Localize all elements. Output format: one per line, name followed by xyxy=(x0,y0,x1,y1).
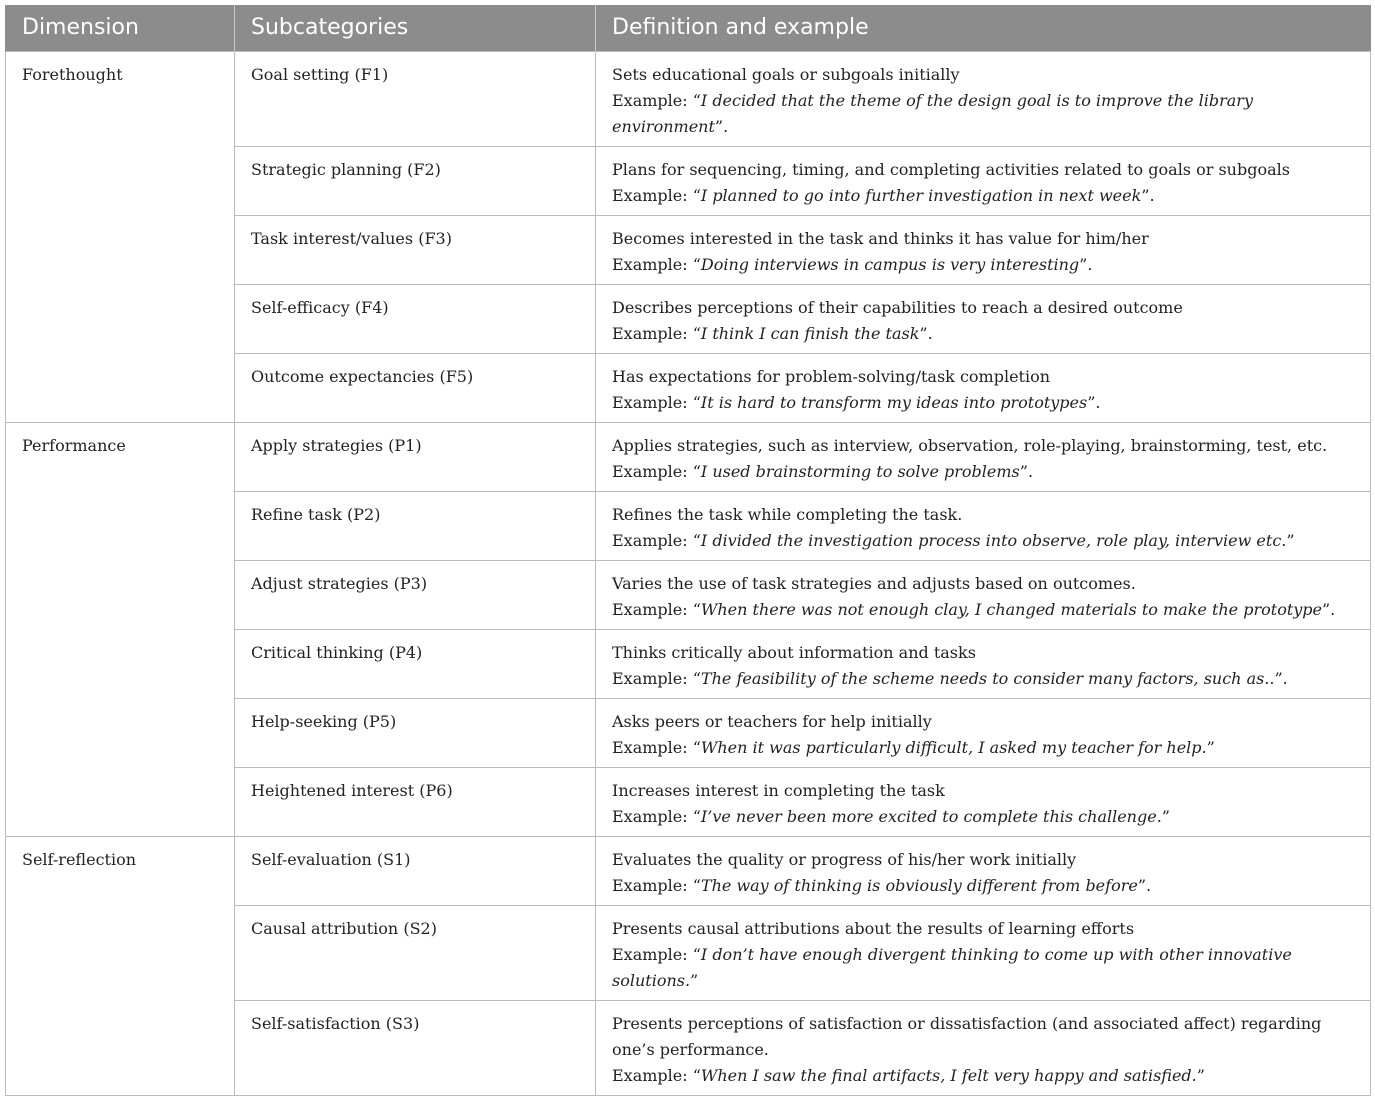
header-definition: Definition and example xyxy=(596,5,1371,51)
definition-text: Presents perceptions of satisfaction or dissatisfaction (and associated affect) regarding one’s performance. xyxy=(612,1013,1322,1059)
definition-cell xyxy=(596,284,1371,353)
example-close-quote: ”. xyxy=(714,116,729,136)
example-quote: When there was not enough clay, I changed materials to make the prototype xyxy=(700,599,1322,619)
example-quote: I used brainstorming to solve problems xyxy=(700,461,1020,481)
definition-text: Refines the task while completing the task. xyxy=(612,504,963,524)
example-label: Example: “ xyxy=(612,944,701,964)
definition-text: Varies the use of task strategies and adjusts based on outcomes. xyxy=(612,573,1136,593)
table-row xyxy=(6,422,1371,491)
table-row xyxy=(6,215,1371,284)
dimension-cell xyxy=(6,215,235,284)
dimension-cell xyxy=(6,146,235,215)
subcategory-cell: Strategic planning (F2) xyxy=(235,146,596,215)
example-label: Example: “ xyxy=(612,875,701,895)
example-close-quote: ” xyxy=(1286,530,1295,550)
example-line xyxy=(612,183,1362,209)
example-label: Example: “ xyxy=(612,323,701,343)
example-close-quote: ” xyxy=(690,970,699,990)
table-row xyxy=(6,1000,1371,1095)
example-line xyxy=(612,666,1362,692)
dimension-cell xyxy=(6,284,235,353)
coding-scheme-table xyxy=(5,5,1371,1096)
example-line xyxy=(612,88,1362,140)
example-quote: Doing interviews in campus is very interesting xyxy=(700,254,1080,274)
subcategory-cell: Adjust strategies (P3) xyxy=(235,560,596,629)
definition-cell xyxy=(596,51,1371,146)
dimension-cell xyxy=(6,353,235,422)
example-close-quote: ” xyxy=(1196,1065,1205,1085)
subcategory-cell: Task interest/values (F3) xyxy=(235,215,596,284)
definition-cell xyxy=(596,629,1371,698)
definition-text: Has expectations for problem-solving/task completion xyxy=(612,366,1051,386)
example-close-quote: ” xyxy=(1161,806,1170,826)
definition-text: Describes perceptions of their capabilities to reach a desired outcome xyxy=(612,297,1183,317)
header-subcategories: Subcategories xyxy=(235,5,596,51)
definition-cell xyxy=(596,215,1371,284)
example-quote: It is hard to transform my ideas into prototypes xyxy=(700,392,1088,412)
example-label: Example: “ xyxy=(612,392,701,412)
example-line xyxy=(612,597,1362,623)
definition-cell xyxy=(596,836,1371,905)
subcategory-cell: Apply strategies (P1) xyxy=(235,422,596,491)
definition-cell xyxy=(596,422,1371,491)
example-label: Example: “ xyxy=(612,806,701,826)
example-label: Example: “ xyxy=(612,599,701,619)
definition-cell xyxy=(596,767,1371,836)
table-row xyxy=(6,284,1371,353)
example-quote: I planned to go into further investigation in next week xyxy=(700,185,1142,205)
table-row xyxy=(6,146,1371,215)
dimension-cell xyxy=(6,629,235,698)
table-row xyxy=(6,836,1371,905)
definition-cell xyxy=(596,905,1371,1000)
definition-cell xyxy=(596,560,1371,629)
subcategory-cell: Goal setting (F1) xyxy=(235,51,596,146)
subcategory-cell: Self-efficacy (F4) xyxy=(235,284,596,353)
example-line xyxy=(612,942,1362,994)
dimension-cell: Performance xyxy=(6,422,235,491)
example-close-quote: ”. xyxy=(1141,185,1155,205)
definition-text: Plans for sequencing, timing, and completing activities related to goals or subgoals xyxy=(612,159,1290,179)
example-line xyxy=(612,528,1362,554)
dimension-cell xyxy=(6,1000,235,1095)
example-label: Example: “ xyxy=(612,185,701,205)
example-close-quote: ”. xyxy=(1087,392,1101,412)
example-line xyxy=(612,459,1362,485)
example-line xyxy=(612,252,1362,278)
example-label: Example: “ xyxy=(612,1065,701,1085)
table-header xyxy=(6,5,1371,51)
example-label: Example: “ xyxy=(612,254,701,274)
table-row xyxy=(6,491,1371,560)
subcategory-cell: Critical thinking (P4) xyxy=(235,629,596,698)
example-quote: I decided that the theme of the design goal is to improve the library environment xyxy=(612,90,1253,136)
example-close-quote: ”. xyxy=(1274,668,1288,688)
definition-cell xyxy=(596,353,1371,422)
definition-text: Asks peers or teachers for help initially xyxy=(612,711,932,731)
example-quote: I divided the investigation process into observe, role play, interview etc. xyxy=(700,530,1287,550)
definition-text: Evaluates the quality or progress of his/her work initially xyxy=(612,849,1077,869)
subcategory-cell: Self-satisfaction (S3) xyxy=(235,1000,596,1095)
subcategory-cell: Help-seeking (P5) xyxy=(235,698,596,767)
example-label: Example: “ xyxy=(612,530,701,550)
definition-text: Sets educational goals or subgoals initially xyxy=(612,64,960,84)
table-row xyxy=(6,560,1371,629)
table-row xyxy=(6,353,1371,422)
definition-cell xyxy=(596,146,1371,215)
example-label: Example: “ xyxy=(612,461,701,481)
dimension-cell xyxy=(6,905,235,1000)
example-close-quote: ”. xyxy=(1322,599,1336,619)
example-line xyxy=(612,804,1362,830)
example-quote: When it was particularly difficult, I asked my teacher for help. xyxy=(700,737,1207,757)
example-quote: The feasibility of the scheme needs to consider many factors, such as.. xyxy=(700,668,1275,688)
example-line xyxy=(612,735,1362,761)
example-quote: I’ve never been more excited to complete this challenge. xyxy=(700,806,1162,826)
definition-text: Presents causal attributions about the results of learning efforts xyxy=(612,918,1135,938)
example-line xyxy=(612,321,1362,347)
example-label: Example: “ xyxy=(612,668,701,688)
example-quote: I think I can finish the task xyxy=(700,323,920,343)
table-row xyxy=(6,51,1371,146)
example-close-quote: ”. xyxy=(1019,461,1034,481)
example-label: Example: “ xyxy=(612,90,701,110)
table-row xyxy=(6,905,1371,1000)
subcategory-cell: Causal attribution (S2) xyxy=(235,905,596,1000)
dimension-cell xyxy=(6,698,235,767)
table-body xyxy=(6,51,1371,1095)
example-line xyxy=(612,390,1362,416)
definition-text: Thinks critically about information and tasks xyxy=(612,642,976,662)
table-row xyxy=(6,698,1371,767)
header-dimension: Dimension xyxy=(6,5,235,51)
example-quote: When I saw the final artifacts, I felt very happy and satisfied. xyxy=(700,1065,1197,1085)
definition-cell xyxy=(596,491,1371,560)
definition-cell xyxy=(596,698,1371,767)
example-label: Example: “ xyxy=(612,737,701,757)
subcategory-cell: Heightened interest (P6) xyxy=(235,767,596,836)
definition-text: Becomes interested in the task and thinks it has value for him/her xyxy=(612,228,1149,248)
example-close-quote: ”. xyxy=(1137,875,1152,895)
dimension-cell xyxy=(6,560,235,629)
dimension-cell xyxy=(6,491,235,560)
table-row xyxy=(6,629,1371,698)
definition-text: Applies strategies, such as interview, observation, role-playing, brainstorming, test, etc. xyxy=(612,435,1328,455)
subcategory-cell: Self-evaluation (S1) xyxy=(235,836,596,905)
example-line xyxy=(612,1063,1362,1089)
dimension-cell: Self-reflection xyxy=(6,836,235,905)
subcategory-cell: Refine task (P2) xyxy=(235,491,596,560)
example-line xyxy=(612,873,1362,899)
dimension-cell xyxy=(6,767,235,836)
example-close-quote: ”. xyxy=(919,323,933,343)
example-quote: I don’t have enough divergent thinking to come up with other innovative solutions. xyxy=(612,944,1292,990)
definition-cell xyxy=(596,1000,1371,1095)
example-close-quote: ” xyxy=(1206,737,1215,757)
definition-text: Increases interest in completing the task xyxy=(612,780,945,800)
subcategory-cell: Outcome expectancies (F5) xyxy=(235,353,596,422)
example-close-quote: ”. xyxy=(1079,254,1093,274)
example-quote: The way of thinking is obviously different from before xyxy=(700,875,1138,895)
dimension-cell: Forethought xyxy=(6,51,235,146)
table-row xyxy=(6,767,1371,836)
